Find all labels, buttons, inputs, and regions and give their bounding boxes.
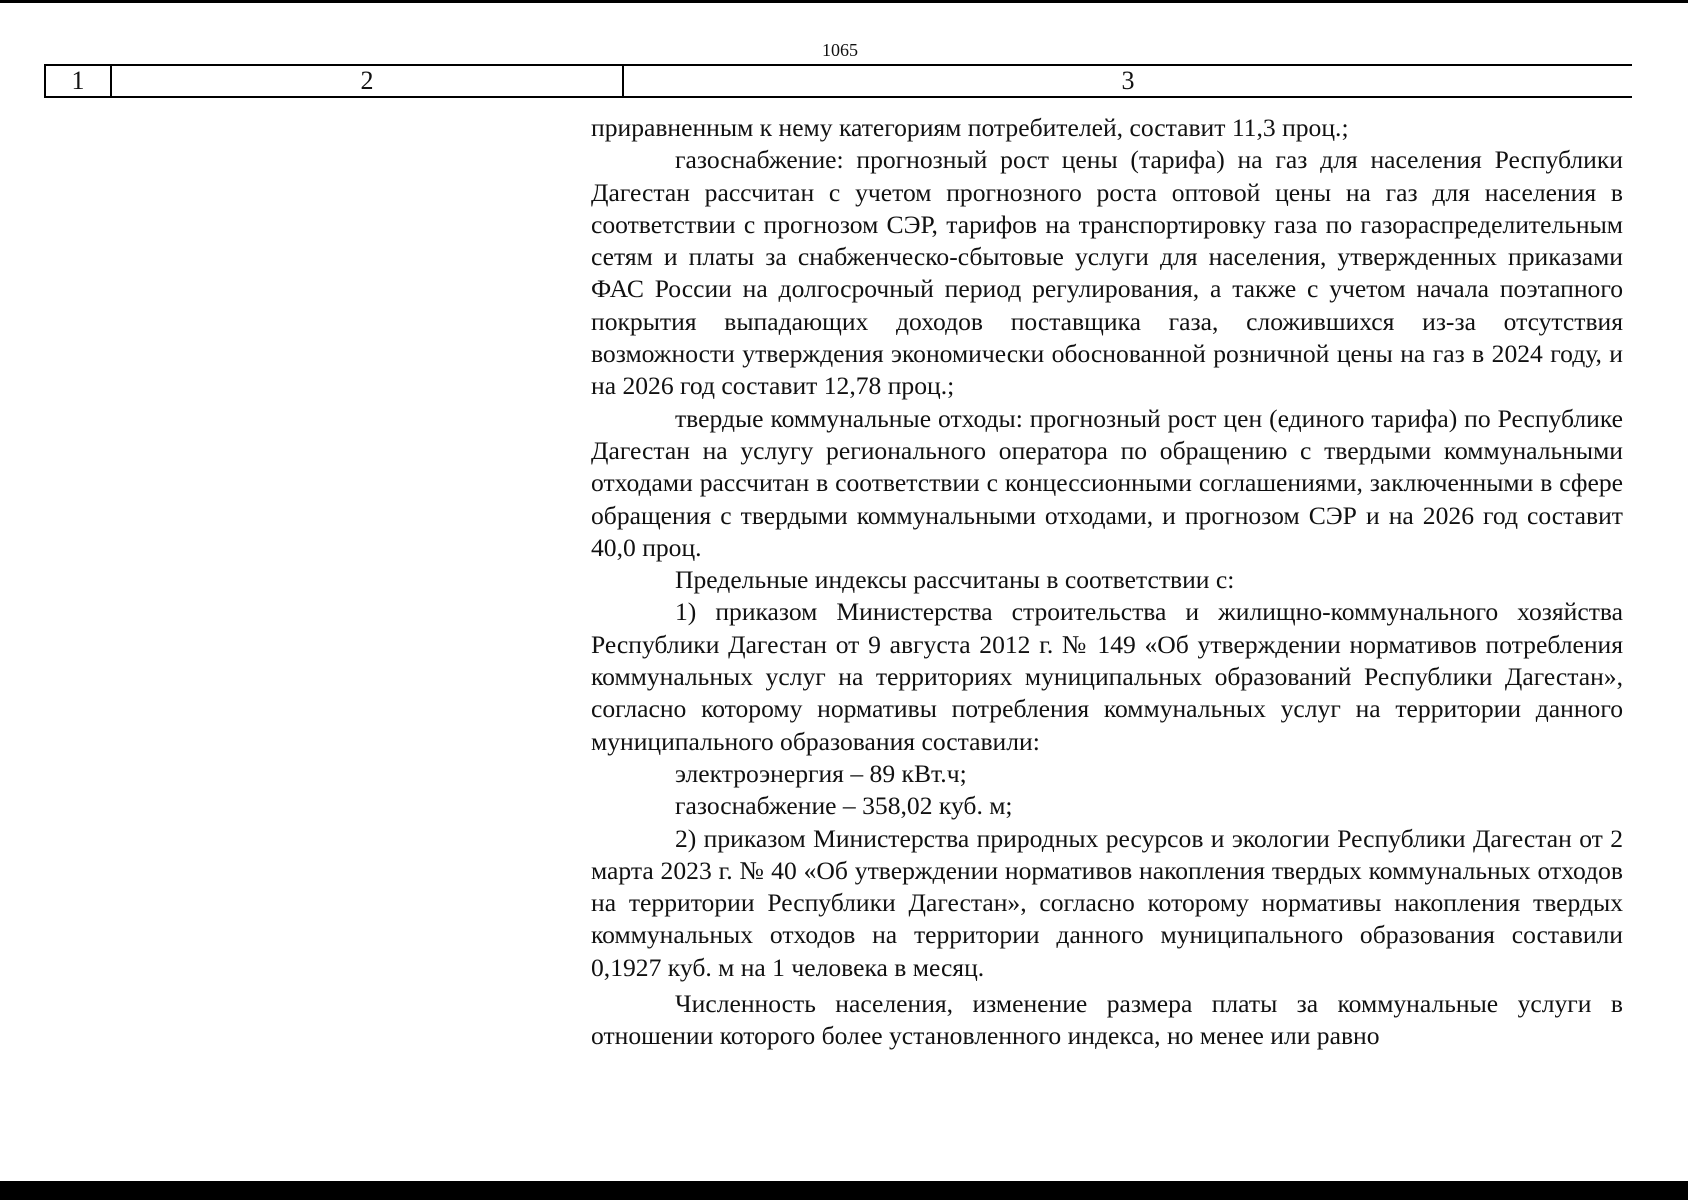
paragraph: приравненным к нему категориям потребителей, составит 11,3 проц.; [591,113,1349,142]
paragraph: газоснабжение – 358,02 куб. м; [675,791,1013,821]
paragraph: Предельные индексы рассчитаны в соответствии с: [675,565,1235,595]
paragraph: твердые коммунальные отходы: прогнозный рост цен (единого тарифа) по Республике Дагестан на услугу регионального оператора по обращению с твердыми коммунальными отходами рассчитан в соответствии с концессионными соглашениями, заключенными в сфере обращения с твердыми коммунальными отходами, и прогнозом СЭР и на 2026 год составит 40,0 проц. [591,403,1623,562]
column-header-3: 3 [1121,66,1135,95]
paragraph: газоснабжение: прогнозный рост цены (тарифа) на газ для населения Республики Дагестан рассчитан с учетом прогнозного роста оптовой цены на газ для населения в соответствии с прогнозом СЭР, тарифов на транспортировку газа по газораспределительным сетям и платы за снабженческо-сбытовые услуги для населения, утвержденных приказами ФАС России на долгосрочный период регулирования, а также с учетом начала поэтапного покрытия выпадающих доходов поставщика газа, сложившихся из-за отсутствия возможности утверждения экономически обоснованной розничной цены на газ в 2024 году, и на 2026 год составит 12,78 проц.; [591,145,1623,401]
column-header-2: 2 [112,66,624,96]
document-body [591,112,1623,1053]
paragraph: Численность населения, изменение размера платы за коммунальные услуги в отношении которого более установленного индекса, но менее или равно [591,989,1623,1051]
paragraph: 2) приказом Министерства природных ресурсов и экологии Республики Дагестан от 2 марта 2023 г. № 40 «Об утверждении нормативов накопления твердых коммунальных отходов на территории Республики Дагестан», согласно которому нормативы накопления твердых коммунальных отходов на территории данного муниципального образования составили 0,1927 куб. м на 1 человека в месяц. [591,823,1623,982]
scan-border-top [0,0,1688,3]
column-header-row [44,64,1632,98]
page-number: 1065 [822,40,858,60]
paragraph: электроэнергия – 89 кВт.ч; [675,758,967,788]
column-header-1: 1 [44,66,112,96]
scan-border-bottom [0,1181,1688,1200]
paragraph: 1) приказом Министерства строительства и жилищно-коммунального хозяйства Республики Дагестан от 9 августа 2012 г. № 149 «Об утверждении нормативов потребления коммунальных услуг на территориях муниципальных образований Республики Дагестан», согласно которому нормативы потребления коммунальных услуг на территории данного муниципального образования составили: [591,597,1623,756]
